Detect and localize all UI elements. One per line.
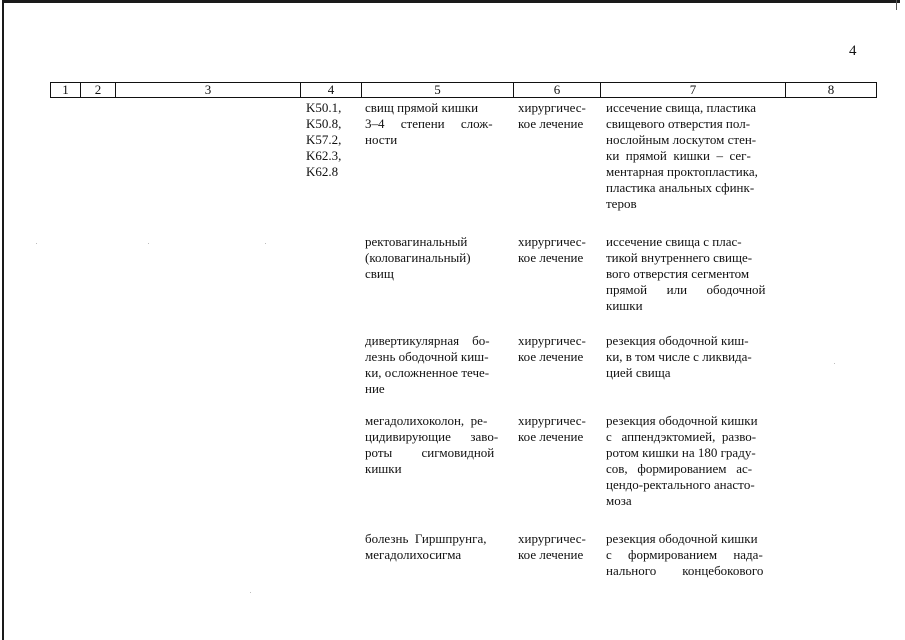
treatment-type-cell bbox=[518, 413, 586, 445]
header-divider bbox=[876, 82, 877, 97]
treatment-line: кое лечение bbox=[518, 429, 584, 444]
method-line: резекция ободочной кишки bbox=[606, 531, 758, 546]
treatment-method-cell bbox=[606, 234, 766, 314]
treatment-method-cell bbox=[606, 333, 752, 381]
diagnosis-cell bbox=[365, 234, 471, 282]
diagnosis-line: ности bbox=[365, 132, 398, 147]
method-line: моза bbox=[606, 493, 632, 508]
method-line: с аппендэктомией, разво- bbox=[606, 429, 757, 444]
icd-code: K62.8 bbox=[306, 164, 339, 179]
icd-code: K57.2, bbox=[306, 132, 342, 147]
diagnosis-cell bbox=[365, 413, 498, 477]
method-line: нослойным лоскутом стен- bbox=[606, 132, 757, 147]
method-line: прямой или ободочной bbox=[606, 282, 766, 297]
column-number-3: 3 bbox=[204, 82, 212, 97]
scan-speck bbox=[36, 243, 37, 244]
diagnosis-line: (коловагинальный) bbox=[365, 250, 471, 265]
scan-speck bbox=[250, 592, 251, 593]
method-line: сов, формированием ас- bbox=[606, 461, 753, 476]
method-line: кишки bbox=[606, 298, 643, 313]
diagnosis-line: цидивирующие заво- bbox=[365, 429, 499, 444]
treatment-line: хирургичес- bbox=[518, 234, 586, 249]
diagnosis-line: дивертикулярная бо- bbox=[365, 333, 490, 348]
treatment-line: хирургичес- bbox=[518, 531, 586, 546]
method-line: иссечение свища с плас- bbox=[606, 234, 742, 249]
header-bottom-rule bbox=[50, 97, 877, 98]
treatment-line: хирургичес- bbox=[518, 100, 586, 115]
column-number-2: 2 bbox=[94, 82, 102, 97]
method-line: вого отверстия сегментом bbox=[606, 266, 750, 281]
treatment-line: кое лечение bbox=[518, 250, 584, 265]
method-line: тикой внутреннего свище- bbox=[606, 250, 753, 265]
diagnosis-line: кишки bbox=[365, 461, 402, 476]
column-number-4: 4 bbox=[327, 82, 335, 97]
scan-speck bbox=[148, 243, 149, 244]
treatment-method-cell bbox=[606, 531, 763, 579]
page-number: 4 bbox=[849, 43, 857, 59]
column-number-8: 8 bbox=[827, 82, 835, 97]
column-number-7: 7 bbox=[689, 82, 697, 97]
scan-right-mark bbox=[896, 0, 897, 10]
diagnosis-cell bbox=[365, 100, 493, 148]
method-line: с формированием нада- bbox=[606, 547, 763, 562]
method-line: теров bbox=[606, 196, 637, 211]
method-line: резекция ободочной киш- bbox=[606, 333, 749, 348]
icd-code: K50.8, bbox=[306, 116, 342, 131]
diagnosis-line: ки, осложненное тече- bbox=[365, 365, 490, 380]
method-line: пластика анальных сфинк- bbox=[606, 180, 755, 195]
icd-codes-cell bbox=[306, 100, 341, 180]
diagnosis-line: болезнь Гиршпрунга, bbox=[365, 531, 487, 546]
treatment-line: кое лечение bbox=[518, 547, 584, 562]
method-line: резекция ободочной кишки bbox=[606, 413, 758, 428]
method-line: нального концебокового bbox=[606, 563, 764, 578]
diagnosis-line: свищ прямой кишки bbox=[365, 100, 479, 115]
diagnosis-line: свищ bbox=[365, 266, 394, 281]
method-line: свищевого отверстия пол- bbox=[606, 116, 751, 131]
column-number-5: 5 bbox=[434, 82, 441, 97]
method-line: ки, в том числе с ликвида- bbox=[606, 349, 752, 364]
diagnosis-line: роты сигмовидной bbox=[365, 445, 495, 460]
diagnosis-line: ние bbox=[365, 381, 385, 396]
treatment-type-cell bbox=[518, 100, 586, 132]
diagnosis-line: мегадолихосигма bbox=[365, 547, 462, 562]
icd-code: K50.1, bbox=[306, 100, 342, 115]
treatment-line: хирургичес- bbox=[518, 333, 586, 348]
column-number-6: 6 bbox=[553, 82, 561, 97]
treatment-line: хирургичес- bbox=[518, 413, 586, 428]
treatment-method-cell bbox=[606, 413, 758, 509]
treatment-type-cell bbox=[518, 333, 586, 365]
scan-top-border bbox=[2, 0, 900, 3]
method-line: ки прямой кишки – сег- bbox=[606, 148, 751, 163]
diagnosis-cell bbox=[365, 333, 490, 397]
scan-speck bbox=[265, 243, 266, 244]
diagnosis-line: мегадолихоколон, ре- bbox=[365, 413, 488, 428]
treatment-type-cell bbox=[518, 531, 586, 563]
diagnosis-line: лезнь ободочной киш- bbox=[365, 349, 489, 364]
treatment-line: кое лечение bbox=[518, 116, 584, 131]
method-line: иссечение свища, пластика bbox=[606, 100, 757, 115]
method-line: ротом кишки на 180 граду- bbox=[606, 445, 756, 460]
treatment-method-cell bbox=[606, 100, 758, 212]
method-line: цией свища bbox=[606, 365, 671, 380]
scan-left-border bbox=[2, 0, 4, 640]
column-number-1: 1 bbox=[62, 82, 69, 97]
diagnosis-line: 3–4 степени слож- bbox=[365, 116, 493, 131]
scan-speck bbox=[834, 363, 835, 364]
treatment-type-cell bbox=[518, 234, 586, 266]
diagnosis-line: ректовагинальный bbox=[365, 234, 468, 249]
icd-code: K62.3, bbox=[306, 148, 342, 163]
treatment-line: кое лечение bbox=[518, 349, 584, 364]
method-line: ментарная проктопластика, bbox=[606, 164, 758, 179]
diagnosis-cell bbox=[365, 531, 486, 563]
method-line: цендо-ректального анастo- bbox=[606, 477, 755, 492]
